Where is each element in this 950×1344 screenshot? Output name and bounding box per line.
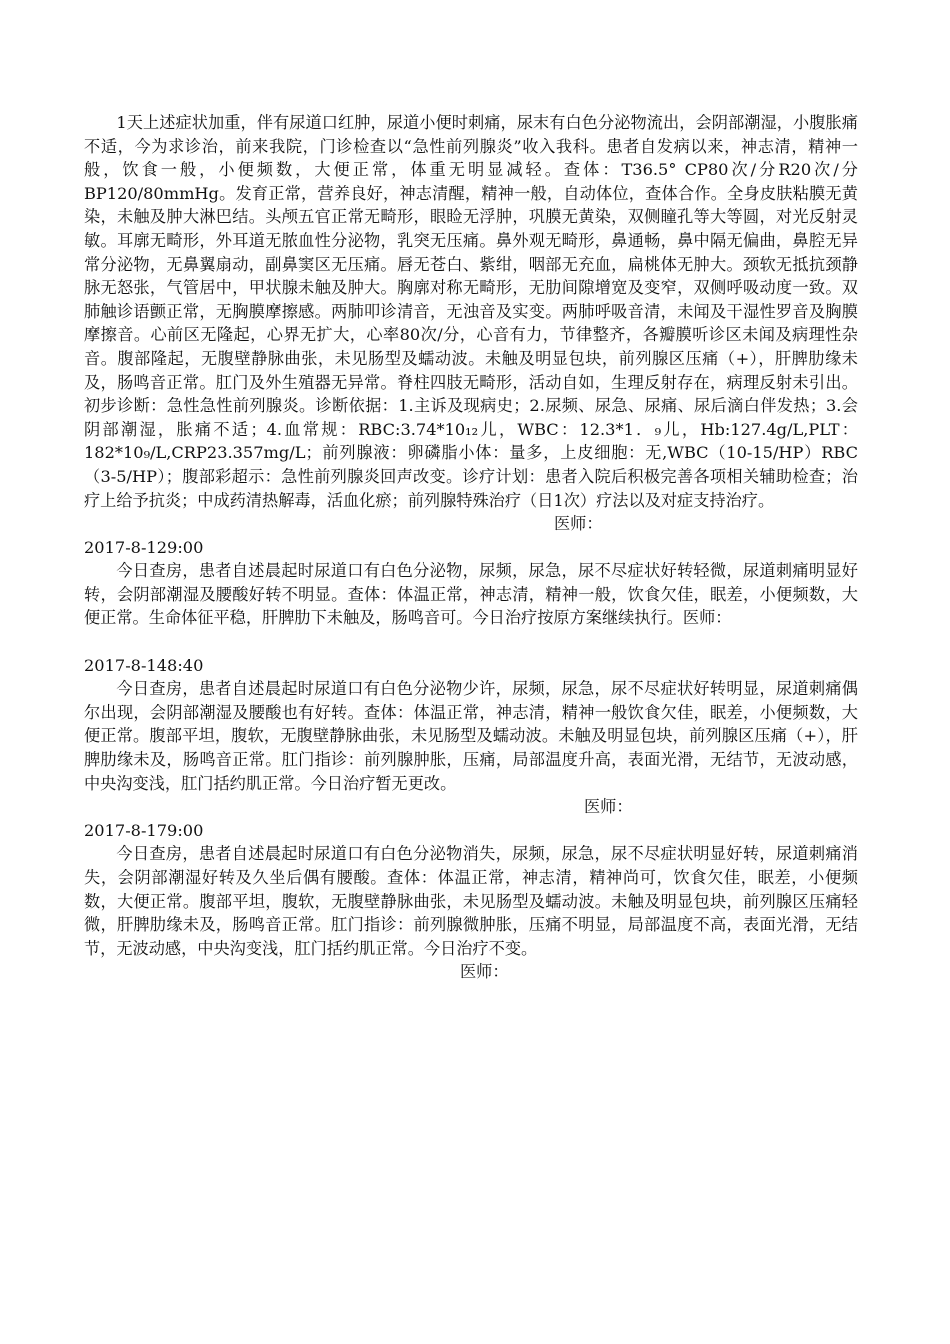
round-date-2: 2017-8-148:40 [84,655,204,675]
ward-round-note-2: 今日查房，患者自述晨起时尿道口有白色分泌物少许，尿频，尿急，尿不尽症状好转明显，尿道刺痛偶尔出现，会阴部潮湿及腰酸也有好转。查体：体温正常，神志清，精神一般饮食欠佳，眠差，小便频数，大便正常。腹部平坦，腹软，无腹壁静脉曲张，未见肠型及蠕动波。未触及明显包块，前列腺区压痛（+），肝脾肋缘未及，肠鸣音正常。肛门指诊：前列腺肿胀，压痛，局部温度升高，表面光滑，无结节，无波动感，中央沟变浅，肛门括约肌正常。今日治疗暂无更改。 [84,679,858,793]
round-date-3: 2017-8-179:00 [84,820,204,840]
doctor-signature-label: 医师： [460,962,509,982]
ward-round-note-1: 今日查房，患者自述晨起时尿道口有白色分泌物，尿频，尿急，尿不尽症状好转轻微，尿道刺痛明显好转，会阴部潮湿及腰酸好转不明显。查体：体温正常，神志清，精神一般，饮食欠佳，眠差，小便频数，大便正常。生命体征平稳，肝脾肋下未触及，肠鸣音可。今日治疗按原方案继续执行。医师： [84,561,858,628]
doctor-signature-label: 医师： [584,797,633,817]
medical-record-page [84,111,858,984]
round-date-1: 2017-8-129:00 [84,537,204,557]
spacer [84,630,858,654]
ward-round-note-3: 今日查房，患者自述晨起时尿道口有白色分泌物消失，尿频，尿急，尿不尽症状明显好转，尿道刺痛消失，会阴部潮湿好转及久坐后偶有腰酸。查体：体温正常，神志清，精神尚可，饮食欠佳，眠差，小便频数，大便正常。腹部平坦，腹软，无腹壁静脉曲张，未见肠型及蠕动波。未触及明显包块，前列腺区压痛轻微，肝脾肋缘未及，肠鸣音正常。肛门指诊：前列腺微肿胀，压痛不明显，局部温度不高，表面光滑，无结节，无波动感，中央沟变浅，肛门括约肌正常。今日治疗不变。 [84,844,858,958]
doctor-signature-label: 医师： [554,514,603,534]
admission-note-paragraph: 1天上述症状加重，伴有尿道口红肿，尿道小便时刺痛，尿末有白色分泌物流出，会阴部潮湿，小腹胀痛不适，今为求诊治，前来我院，门诊检查以“急性前列腺炎”收入我科。患者自发病以来，神志清，精神一般，饮食一般，小便频数，大便正常，体重无明显减轻。查体：T36.5° CP80次/分R20次/分BP120/80mmHg。发育正常，营养良好，神志清醒，精神一般，自动体位，查体合作。全身皮肤粘膜无黄染，未触及肿大淋巴结。头颅五官正常无畸形，眼睑无浮肿，巩膜无黄染，双侧瞳孔等大等圆，对光反射灵敏。耳廓无畸形，外耳道无脓血性分泌物，乳突无压痛。鼻外观无畸形，鼻通畅，鼻中隔无偏曲，鼻腔无异常分泌物，无鼻翼扇动，副鼻窦区无压痛。唇无苍白、紫绀，咽部无充血，扁桃体无肿大。颈软无抵抗颈静脉无怒张，气管居中，甲状腺未触及肿大。胸廓对称无畸形，无肋间隙增宽及变窄，双侧呼吸动度一致。双肺触诊语颤正常，无胸膜摩擦感。两肺叩诊清音，无浊音及实变。两肺呼吸音清，未闻及干湿性罗音及胸膜摩擦音。心前区无隆起，心界无扩大，心率80次/分，心音有力，节律整齐，各瓣膜听诊区未闻及病理性杂音。腹部隆起，无腹壁静脉曲张，未见肠型及蠕动波。未触及明显包块，前列腺区压痛（+），肝脾肋缘未及，肠鸣音正常。肛门及外生殖器无异常。脊柱四肢无畸形，活动自如，生理反射存在，病理反射未引出。初步诊断：急性急性前列腺炎。诊断依据：1.主诉及现病史；2.尿频、尿急、尿痛、尿后滴白伴发热；3.会阴部潮湿，胀痛不适；4.血常规：RBC:3.74*10₁₂儿，WBC：12.3*1．₉儿，Hb:127.4g/L,PLT：182*10₉/L,CRP23.357mg/L；前列腺液：卵磷脂小体：量多，上皮细胞：无,WBC（10-15/HP）RBC（3-5/HP）；腹部彩超示：急性前列腺炎回声改变。诊疗计划：患者入院后积极完善各项相关辅助检查；治疗上给予抗炎；中成药清热解毒，活血化瘀；前列腺特殊治疗（日1次）疗法以及对症支持治疗。 [84,113,858,510]
